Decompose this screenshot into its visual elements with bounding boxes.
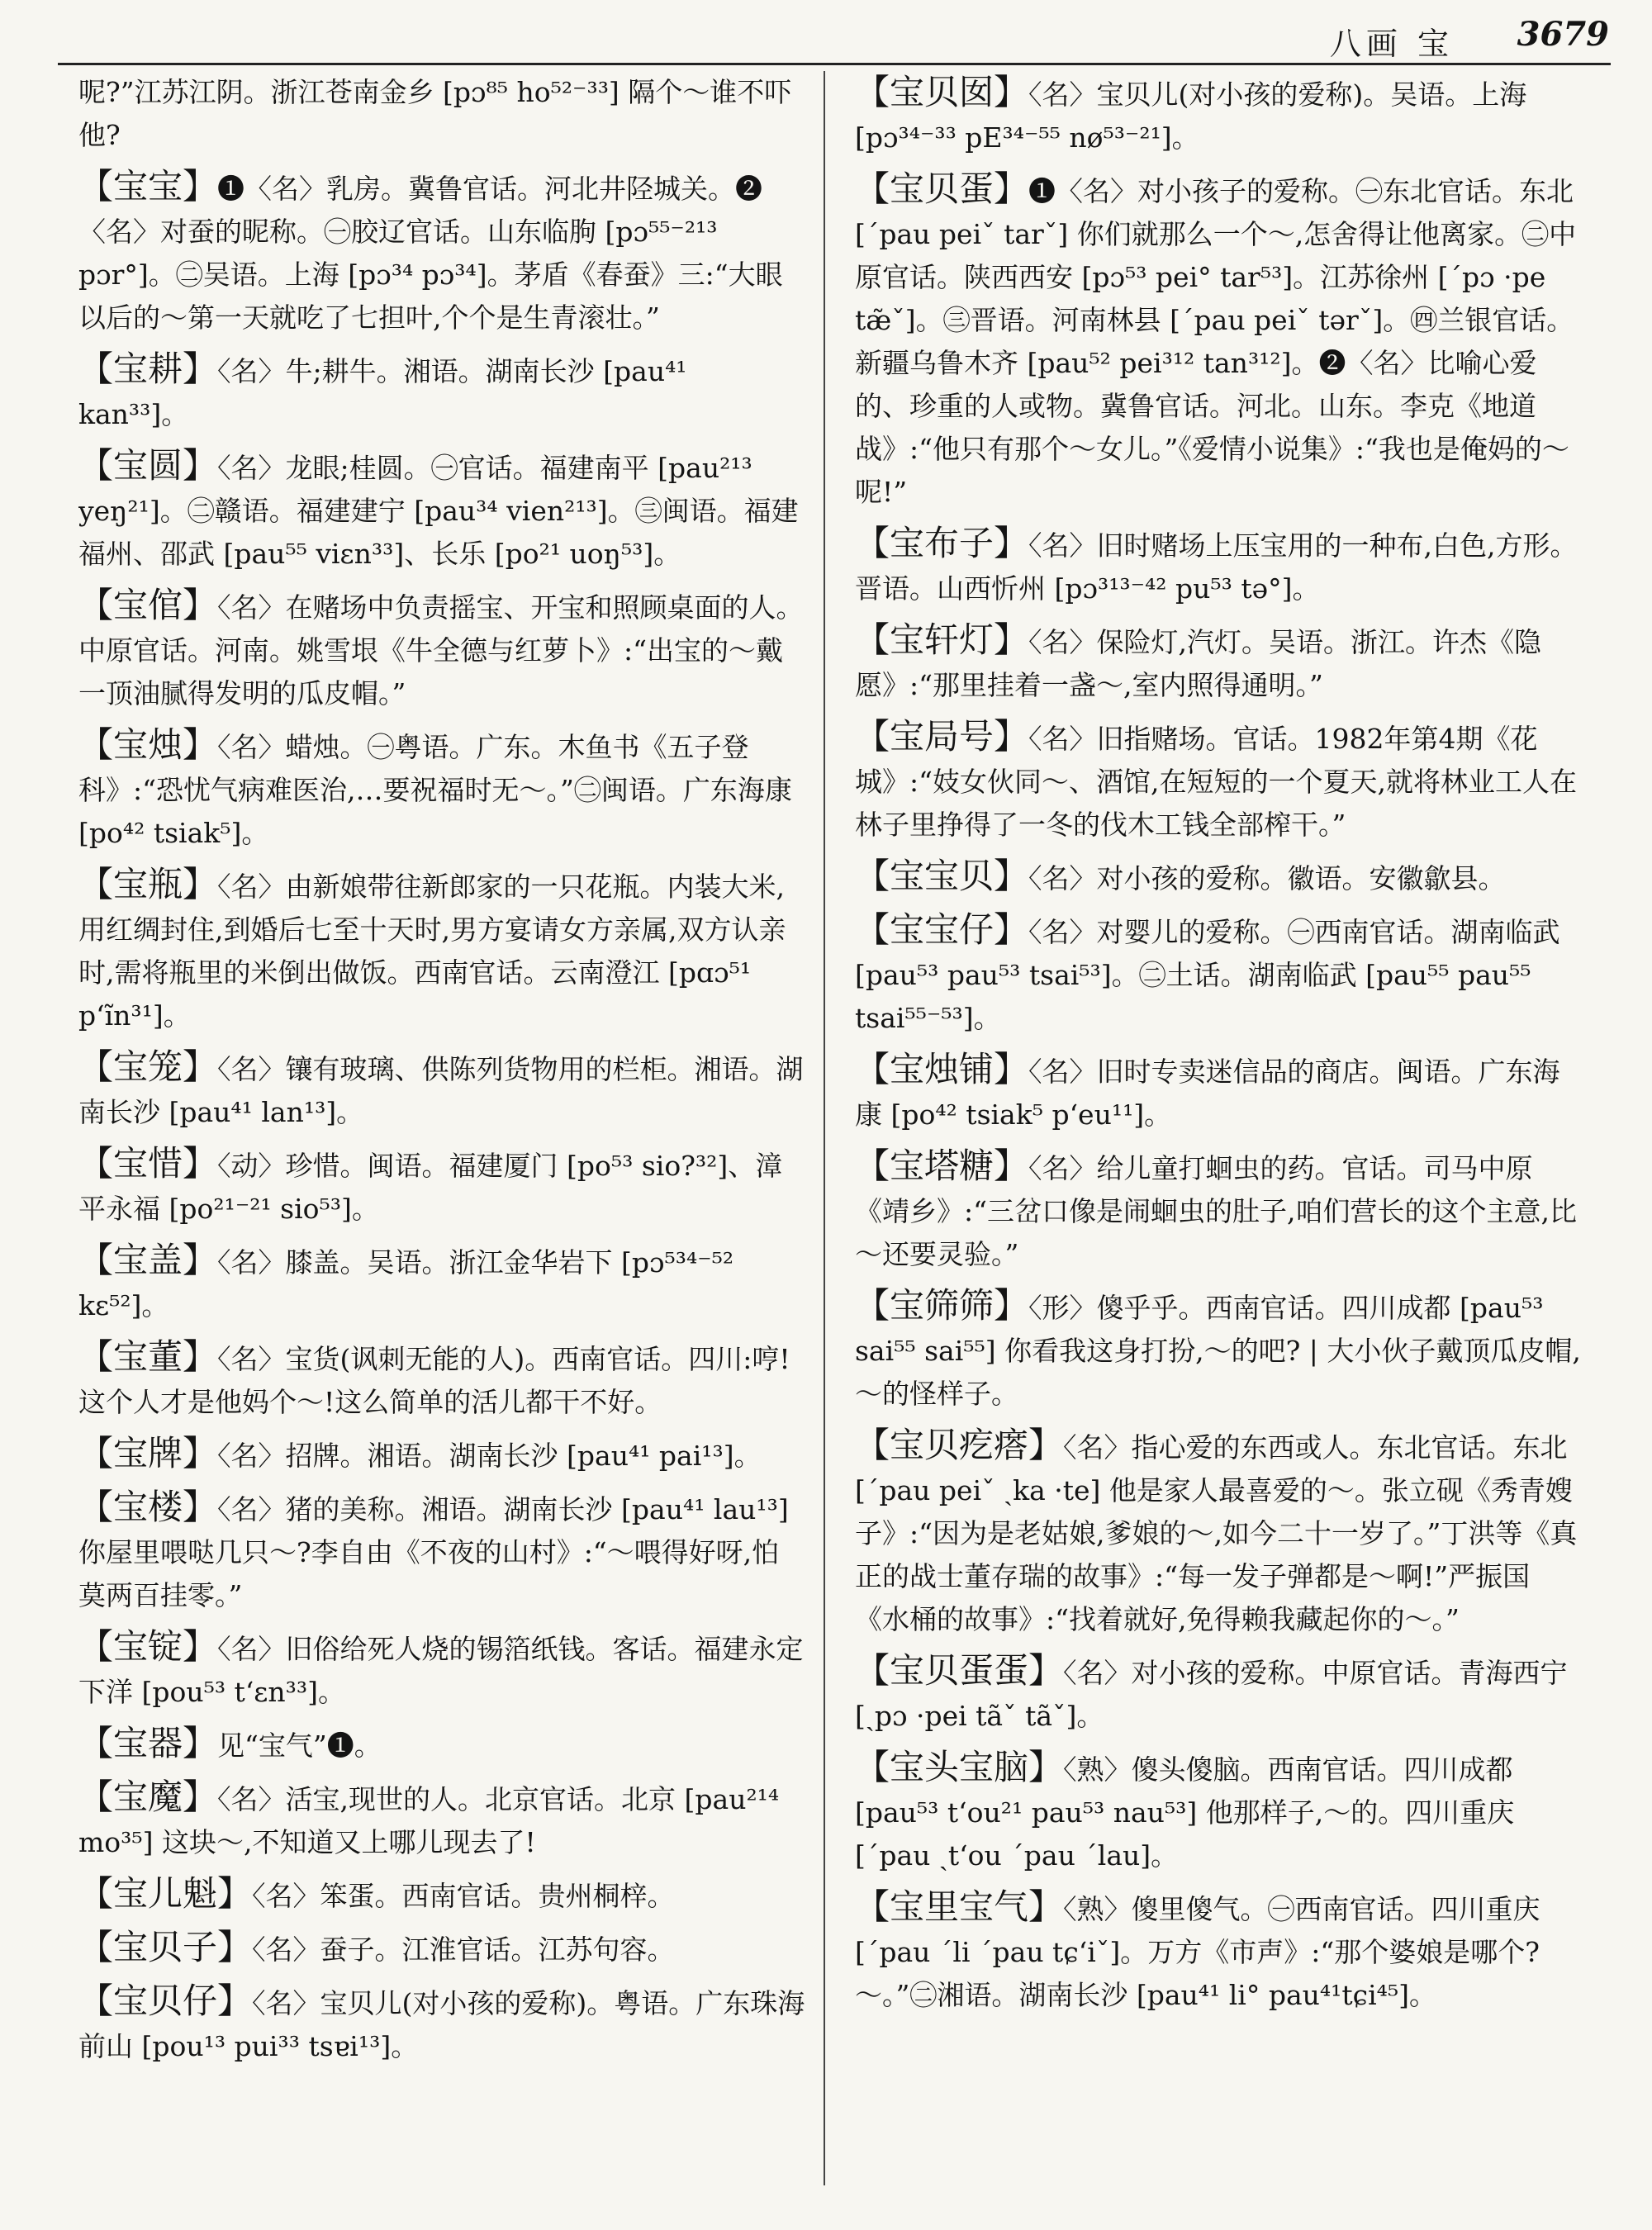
entry-continuation	[78, 71, 805, 157]
headword: 宝贝子	[113, 1927, 218, 1967]
headword-bracket-open: 【	[78, 724, 114, 765]
headword-bracket-close: 】	[183, 1240, 218, 1280]
entry-text: 〈名〉在赌场中负责摇宝、开宝和照顾桌面的人。中原官话。河南。姚雪垠《牛全德与红萝卜》:“出宝的～戴一顶油腻得发明的瓜皮帽。”	[78, 591, 804, 709]
headword: 宝筛筛	[890, 1285, 995, 1326]
headword-bracket-close: 】	[183, 724, 218, 765]
entry-text: 〈名〉旧时专卖迷信品的商店。闽语。广东海康 [po⁴² tsiak⁵ pʻeu¹¹]。	[855, 1056, 1560, 1131]
headword: 宝烛铺	[890, 1049, 995, 1089]
headword-bracket-close: 】	[1028, 1747, 1064, 1787]
dictionary-entry	[855, 1746, 1582, 1877]
page-header	[826, 15, 1619, 61]
dictionary-entry	[78, 584, 805, 715]
entry-text: ❶〈名〉乳房。冀鲁官话。河北井陉城关。❷〈名〉对蚕的昵称。㊀胶辽官话。山东临朐 [pɔ⁵⁵⁻²¹³ pɔr°]。㊁吴语。上海 [pɔ³⁴ pɔ³⁴]。茅盾《春蚕》三:“大眼以后的～第一天就吃了七担叶,个个是生青滚壮。”	[78, 173, 783, 334]
entry-text: 〈名〉笨蛋。西南官话。贵州桐梓。	[252, 1880, 675, 1912]
headword: 宝瓶	[113, 864, 183, 904]
headword: 宝里宝气	[890, 1886, 1029, 1927]
headword: 宝局号	[890, 716, 995, 757]
dictionary-entry	[855, 1886, 1582, 2017]
headword: 宝贝疙瘩	[890, 1425, 1029, 1465]
entry-text: 〈名〉由新娘带往新郎家的一只花瓶。内装大米,用红绸封住,到婚后七至十天时,男方宴请女方亲属,双方认亲时,需将瓶里的米倒出做饭。西南官话。云南澄江 [pɑɔ⁵¹ pʻĩn³¹]。	[78, 871, 786, 1032]
page-number: 3679	[1517, 15, 1609, 54]
dictionary-entry	[78, 348, 805, 436]
dictionary-entry	[855, 1145, 1582, 1276]
entry-text: 〈名〉牛;耕牛。湘语。湖南长沙 [pau⁴¹ kan³³]。	[78, 355, 687, 430]
left-column	[78, 71, 805, 2194]
headword-bracket-open: 【	[78, 1143, 114, 1184]
headword-bracket-close: 】	[994, 1285, 1029, 1326]
headword-bracket-close: 】	[994, 72, 1029, 112]
headword-bracket-close: 】	[183, 585, 218, 625]
headword-bracket-close: 】	[994, 168, 1029, 209]
entry-text: 〈名〉猪的美称。湘语。湖南长沙 [pau⁴¹ lau¹³] 你屋里喂哒几只～?李自由《不夜的山村》:“～喂得好呀,怕莫两百挂零。”	[78, 1493, 789, 1611]
headword-bracket-open: 【	[78, 349, 114, 389]
headword: 宝耕	[113, 349, 183, 389]
entry-text: 〈名〉旧时赌场上压宝用的一种布,白色,方形。晋语。山西忻州 [pɔ³¹³⁻⁴² pu⁵³ tə°]。	[855, 529, 1578, 605]
headword-bracket-close: 】	[183, 349, 218, 389]
headword-bracket-close: 】	[217, 1873, 253, 1914]
dictionary-entry	[78, 1486, 805, 1617]
dictionary-entry	[855, 71, 1582, 159]
entry-text: 〈名〉活宝,现世的人。北京官话。北京 [pau²¹⁴ mo³⁵] 这块～,不知道又上哪儿现去了!	[78, 1783, 780, 1858]
headword: 宝楼	[113, 1487, 183, 1527]
headword: 宝布子	[890, 523, 995, 563]
dictionary-entry	[855, 909, 1582, 1040]
headword-bracket-open: 【	[855, 1886, 890, 1927]
entry-text: ❶〈名〉对小孩子的爱称。㊀东北官话。东北 [ˊpau peiˇ tarˇ] 你们就那么一个～,怎舍得让他离家。㊁中原官话。陕西西安 [pɔ⁵³ pei° tar⁵³]。江苏徐州 [ˊpɔ ·pe tæ̃ˇ]。㊂晋语。河南林县 [ˊpau peiˇ tərˇ]。㊃兰银官话。新疆乌鲁木齐 [pau⁵² pei³¹² tan³¹²]。❷〈名〉比喻心爱的、珍重的人或物。冀鲁官话。河北。山东。李克《地道战》:“他只有那个～女儿。”《爱情小说集》:“我也是俺妈的～呢!”	[855, 175, 1577, 508]
headword-bracket-open: 【	[855, 1049, 890, 1089]
dictionary-entry	[855, 1284, 1582, 1416]
headword: 宝儿魁	[113, 1873, 218, 1914]
headword-bracket-open: 【	[78, 445, 114, 486]
dictionary-entry	[855, 168, 1582, 514]
entry-text: 〈名〉对小孩的爱称。中原官话。青海西宁 [ˏpɔ ·pei tãˇ tãˇ]。	[855, 1657, 1568, 1732]
headword-bracket-open: 【	[78, 585, 114, 625]
headword-bracket-open: 【	[855, 1650, 890, 1691]
headword-bracket-close: 】	[1028, 1886, 1064, 1927]
headword-bracket-close: 】	[183, 1777, 218, 1817]
headword: 宝圆	[113, 445, 183, 486]
dictionary-entry	[78, 1432, 805, 1478]
headword-bracket-open: 【	[855, 72, 890, 112]
headword: 宝贝仔	[113, 1981, 218, 2021]
dictionary-entry	[78, 1872, 805, 1918]
headword-bracket-close: 】	[183, 1626, 218, 1667]
dictionary-entry	[78, 1980, 805, 2068]
headword: 宝倌	[113, 585, 183, 625]
dictionary-entry	[78, 1046, 805, 1134]
dictionary-entry	[78, 1625, 805, 1714]
entry-text: 〈名〉对婴儿的爱称。㊀西南官话。湖南临武 [pau⁵³ pau⁵³ tsai⁵³]。㊁土话。湖南临武 [pau⁵⁵ pau⁵⁵ tsai⁵⁵⁻⁵³]。	[855, 916, 1560, 1034]
dictionary-entry	[855, 522, 1582, 610]
headword-bracket-open: 【	[78, 1336, 114, 1377]
dictionary-entry	[78, 165, 805, 339]
headword-bracket-close: 】	[183, 1143, 218, 1184]
headword: 宝笼	[113, 1046, 183, 1087]
entry-text: 〈名〉保险灯,汽灯。吴语。浙江。许杰《隐愿》:“那里挂着一盏～,室内照得通明。”	[855, 626, 1542, 701]
entry-text: 〈动〉珍惜。闽语。福建厦门 [po⁵³ sio?³²]、漳平永福 [po²¹⁻²¹ sio⁵³]。	[78, 1150, 783, 1225]
dictionary-entry	[78, 1722, 805, 1767]
headword-bracket-open: 【	[855, 619, 890, 660]
headword-bracket-open: 【	[78, 1927, 114, 1967]
entry-text: 〈熟〉傻头傻脑。西南官话。四川成都 [pau⁵³ tʻou²¹ pau⁵³ nau⁵³] 他那样子,～的。四川重庆 [ˊpau ˏtʻou ˊpau ˊlau]。	[855, 1753, 1515, 1872]
headword: 宝盖	[113, 1240, 183, 1280]
headword-bracket-close: 】	[183, 445, 218, 486]
column-divider	[824, 71, 825, 2185]
headword-bracket-close: 】	[994, 523, 1029, 563]
headword-bracket-close: 】	[217, 1981, 253, 2021]
headword: 宝轩灯	[890, 619, 995, 660]
headword: 宝魔	[113, 1777, 183, 1817]
dictionary-entry	[855, 855, 1582, 900]
entry-text: 〈名〉对小孩的爱称。徽语。安徽歙县。	[1028, 862, 1506, 894]
dictionary-entry	[855, 1649, 1582, 1738]
headword-bracket-open: 【	[78, 864, 114, 904]
headword-bracket-close: 】	[183, 1046, 218, 1087]
entry-text: 见“宝气”❶。	[217, 1729, 382, 1762]
headword-bracket-open: 【	[78, 1981, 114, 2021]
headword-bracket-open: 【	[855, 716, 890, 757]
headword-bracket-open: 【	[855, 1747, 890, 1787]
headword: 宝贝蛋	[890, 168, 995, 209]
headword-bracket-open: 【	[855, 856, 890, 896]
dictionary-entry	[855, 1048, 1582, 1136]
headword-bracket-close: 】	[994, 619, 1029, 660]
entry-text: 呢?”江苏江阴。浙江苍南金乡 [pɔ⁸⁵ ho⁵²⁻³³] 隔个～谁不吓他?	[78, 76, 792, 151]
entry-text: 〈名〉旧指赌场。官话。1982年第4期《花城》:“妓女伙同～、酒馆,在短短的一个夏天,就将林业工人在林子里挣得了一冬的伐木工钱全部榨干。”	[855, 723, 1577, 841]
headword-bracket-close: 】	[183, 1433, 218, 1473]
headword-bracket-close: 】	[994, 1146, 1029, 1186]
headword-bracket-close: 】	[1028, 1425, 1064, 1465]
headword-bracket-open: 【	[78, 1433, 114, 1473]
header-rule	[58, 63, 1611, 65]
dictionary-entry	[78, 724, 805, 855]
entry-text: 〈名〉宝贝儿(对小孩的爱称)。吴语。上海 [pɔ³⁴⁻³³ pE³⁴⁻⁵⁵ nø⁵³⁻²¹]。	[855, 78, 1527, 154]
headword-bracket-close: 】	[994, 716, 1029, 757]
headword: 宝贝蛋蛋	[890, 1650, 1029, 1691]
entry-text: 〈熟〉傻里傻气。㊀西南官话。四川重庆 [ˊpau ˊli ˊpau tɕʻiˇ]。万方《市声》:“那个婆娘是哪个?～。”㊁湘语。湖南长沙 [pau⁴¹ li° pau⁴¹tɕi⁴⁵]。	[855, 1893, 1540, 2011]
headword-bracket-open: 【	[78, 1723, 114, 1763]
entry-text: 〈名〉蜡烛。㊀粤语。广东。木鱼书《五子登科》:“恐忧气病难医治,…要祝福时无～。”㊁闽语。广东海康 [po⁴² tsiak⁵]。	[78, 731, 792, 849]
section-label: 八画 宝	[1329, 26, 1454, 62]
entry-text: 〈名〉镶有玻璃、供陈列货物用的栏柜。湘语。湖南长沙 [pau⁴¹ lan¹³]。	[78, 1053, 804, 1128]
dictionary-entry	[855, 619, 1582, 707]
entry-text: 〈名〉给儿童打蛔虫的药。官话。司马中原《靖乡》:“三岔口像是闹蛔虫的肚子,咱们营长的这个主意,比～还要灵验。”	[855, 1152, 1577, 1270]
entry-text: 〈名〉招牌。湘语。湖南长沙 [pau⁴¹ pai¹³]。	[217, 1440, 762, 1472]
headword-bracket-open: 【	[855, 1285, 890, 1326]
headword-bracket-close: 】	[1028, 1650, 1064, 1691]
headword-bracket-close: 】	[994, 909, 1029, 950]
headword: 宝宝贝	[890, 856, 995, 896]
dictionary-entry	[78, 863, 805, 1037]
headword-bracket-close: 】	[183, 1336, 218, 1377]
dictionary-entry	[78, 444, 805, 576]
headword: 宝锭	[113, 1626, 183, 1667]
dictionary-entry	[855, 715, 1582, 847]
headword: 宝塔糖	[890, 1146, 995, 1186]
dictionary-entry	[78, 1336, 805, 1424]
headword-bracket-open: 【	[78, 166, 114, 206]
entry-text: 〈名〉龙眼;桂圆。㊀官话。福建南平 [pau²¹³ yeŋ²¹]。㊁赣语。福建建宁 [pau³⁴ vien²¹³]。㊂闽语。福建福州、邵武 [pau⁵⁵ viɛn³³]、长乐 [po²¹ uoŋ⁵³]。	[78, 452, 799, 570]
headword-bracket-close: 】	[183, 166, 218, 206]
headword-bracket-open: 【	[855, 168, 890, 209]
dictionary-entry	[855, 1424, 1582, 1641]
entry-text: 〈名〉宝货(讽刺无能的人)。西南官话。四川:哼!这个人才是他妈个～!这么简单的活儿都干不好。	[78, 1343, 790, 1418]
entry-text: 〈名〉蚕子。江淮官话。江苏句容。	[252, 1933, 675, 1966]
headword-bracket-close: 】	[183, 1487, 218, 1527]
entry-text: 〈名〉旧俗给死人烧的锡箔纸钱。客话。福建永定下洋 [pou⁵³ tʻɛn³³]。	[78, 1633, 804, 1708]
headword-bracket-close: 】	[994, 1049, 1029, 1089]
headword-bracket-close: 】	[217, 1927, 253, 1967]
headword-bracket-close: 】	[183, 864, 218, 904]
headword: 宝惜	[113, 1143, 183, 1184]
headword-bracket-open: 【	[78, 1626, 114, 1667]
entry-text: 〈名〉膝盖。吴语。浙江金华岩下 [pɔ⁵³⁴⁻⁵² kɛ⁵²]。	[78, 1246, 734, 1321]
headword-bracket-open: 【	[855, 523, 890, 563]
headword: 宝牌	[113, 1433, 183, 1473]
headword: 宝烛	[113, 724, 183, 765]
entry-text: 〈名〉指心爱的东西或人。东北官话。东北 [ˊpau peiˇ ˏka ·te] 他是家人最喜爱的～。张立砚《秀青嫂子》:“因为是老姑娘,爹娘的～,如今二十一岁了。”丁洪等《真正的战士董存瑞的故事》:“每一发子弹都是～啊!”严振国《水桶的故事》:“找着就好,免得赖我藏起你的～。”	[855, 1431, 1578, 1635]
headword-bracket-close: 】	[183, 1723, 218, 1763]
headword: 宝宝仔	[890, 909, 995, 950]
headword-bracket-open: 【	[78, 1487, 114, 1527]
headword: 宝董	[113, 1336, 183, 1377]
headword-bracket-close: 】	[994, 856, 1029, 896]
headword: 宝贝囡	[890, 72, 995, 112]
headword-bracket-open: 【	[855, 1146, 890, 1186]
dictionary-entry	[78, 1926, 805, 1971]
entry-text: 〈形〉傻乎乎。西南官话。四川成都 [pau⁵³ sai⁵⁵ sai⁵⁵] 你看我这身打扮,～的吧? | 大小伙子戴顶瓜皮帽,～的怪样子。	[855, 1292, 1581, 1410]
headword-bracket-open: 【	[78, 1240, 114, 1280]
headword-bracket-open: 【	[78, 1873, 114, 1914]
headword-bracket-open: 【	[78, 1777, 114, 1817]
headword: 宝器	[113, 1723, 183, 1763]
entry-text: 〈名〉宝贝儿(对小孩的爱称)。粤语。广东珠海前山 [pou¹³ pui³³ tsɐi¹³]。	[78, 1987, 805, 2062]
dictionary-entry	[78, 1142, 805, 1231]
headword-bracket-open: 【	[78, 1046, 114, 1087]
headword: 宝宝	[113, 166, 183, 206]
headword-bracket-open: 【	[855, 909, 890, 950]
headword: 宝头宝脑	[890, 1747, 1029, 1787]
dictionary-entry	[78, 1776, 805, 1864]
dictionary-entry	[78, 1239, 805, 1327]
headword-bracket-open: 【	[855, 1425, 890, 1465]
right-column	[855, 71, 1582, 2194]
